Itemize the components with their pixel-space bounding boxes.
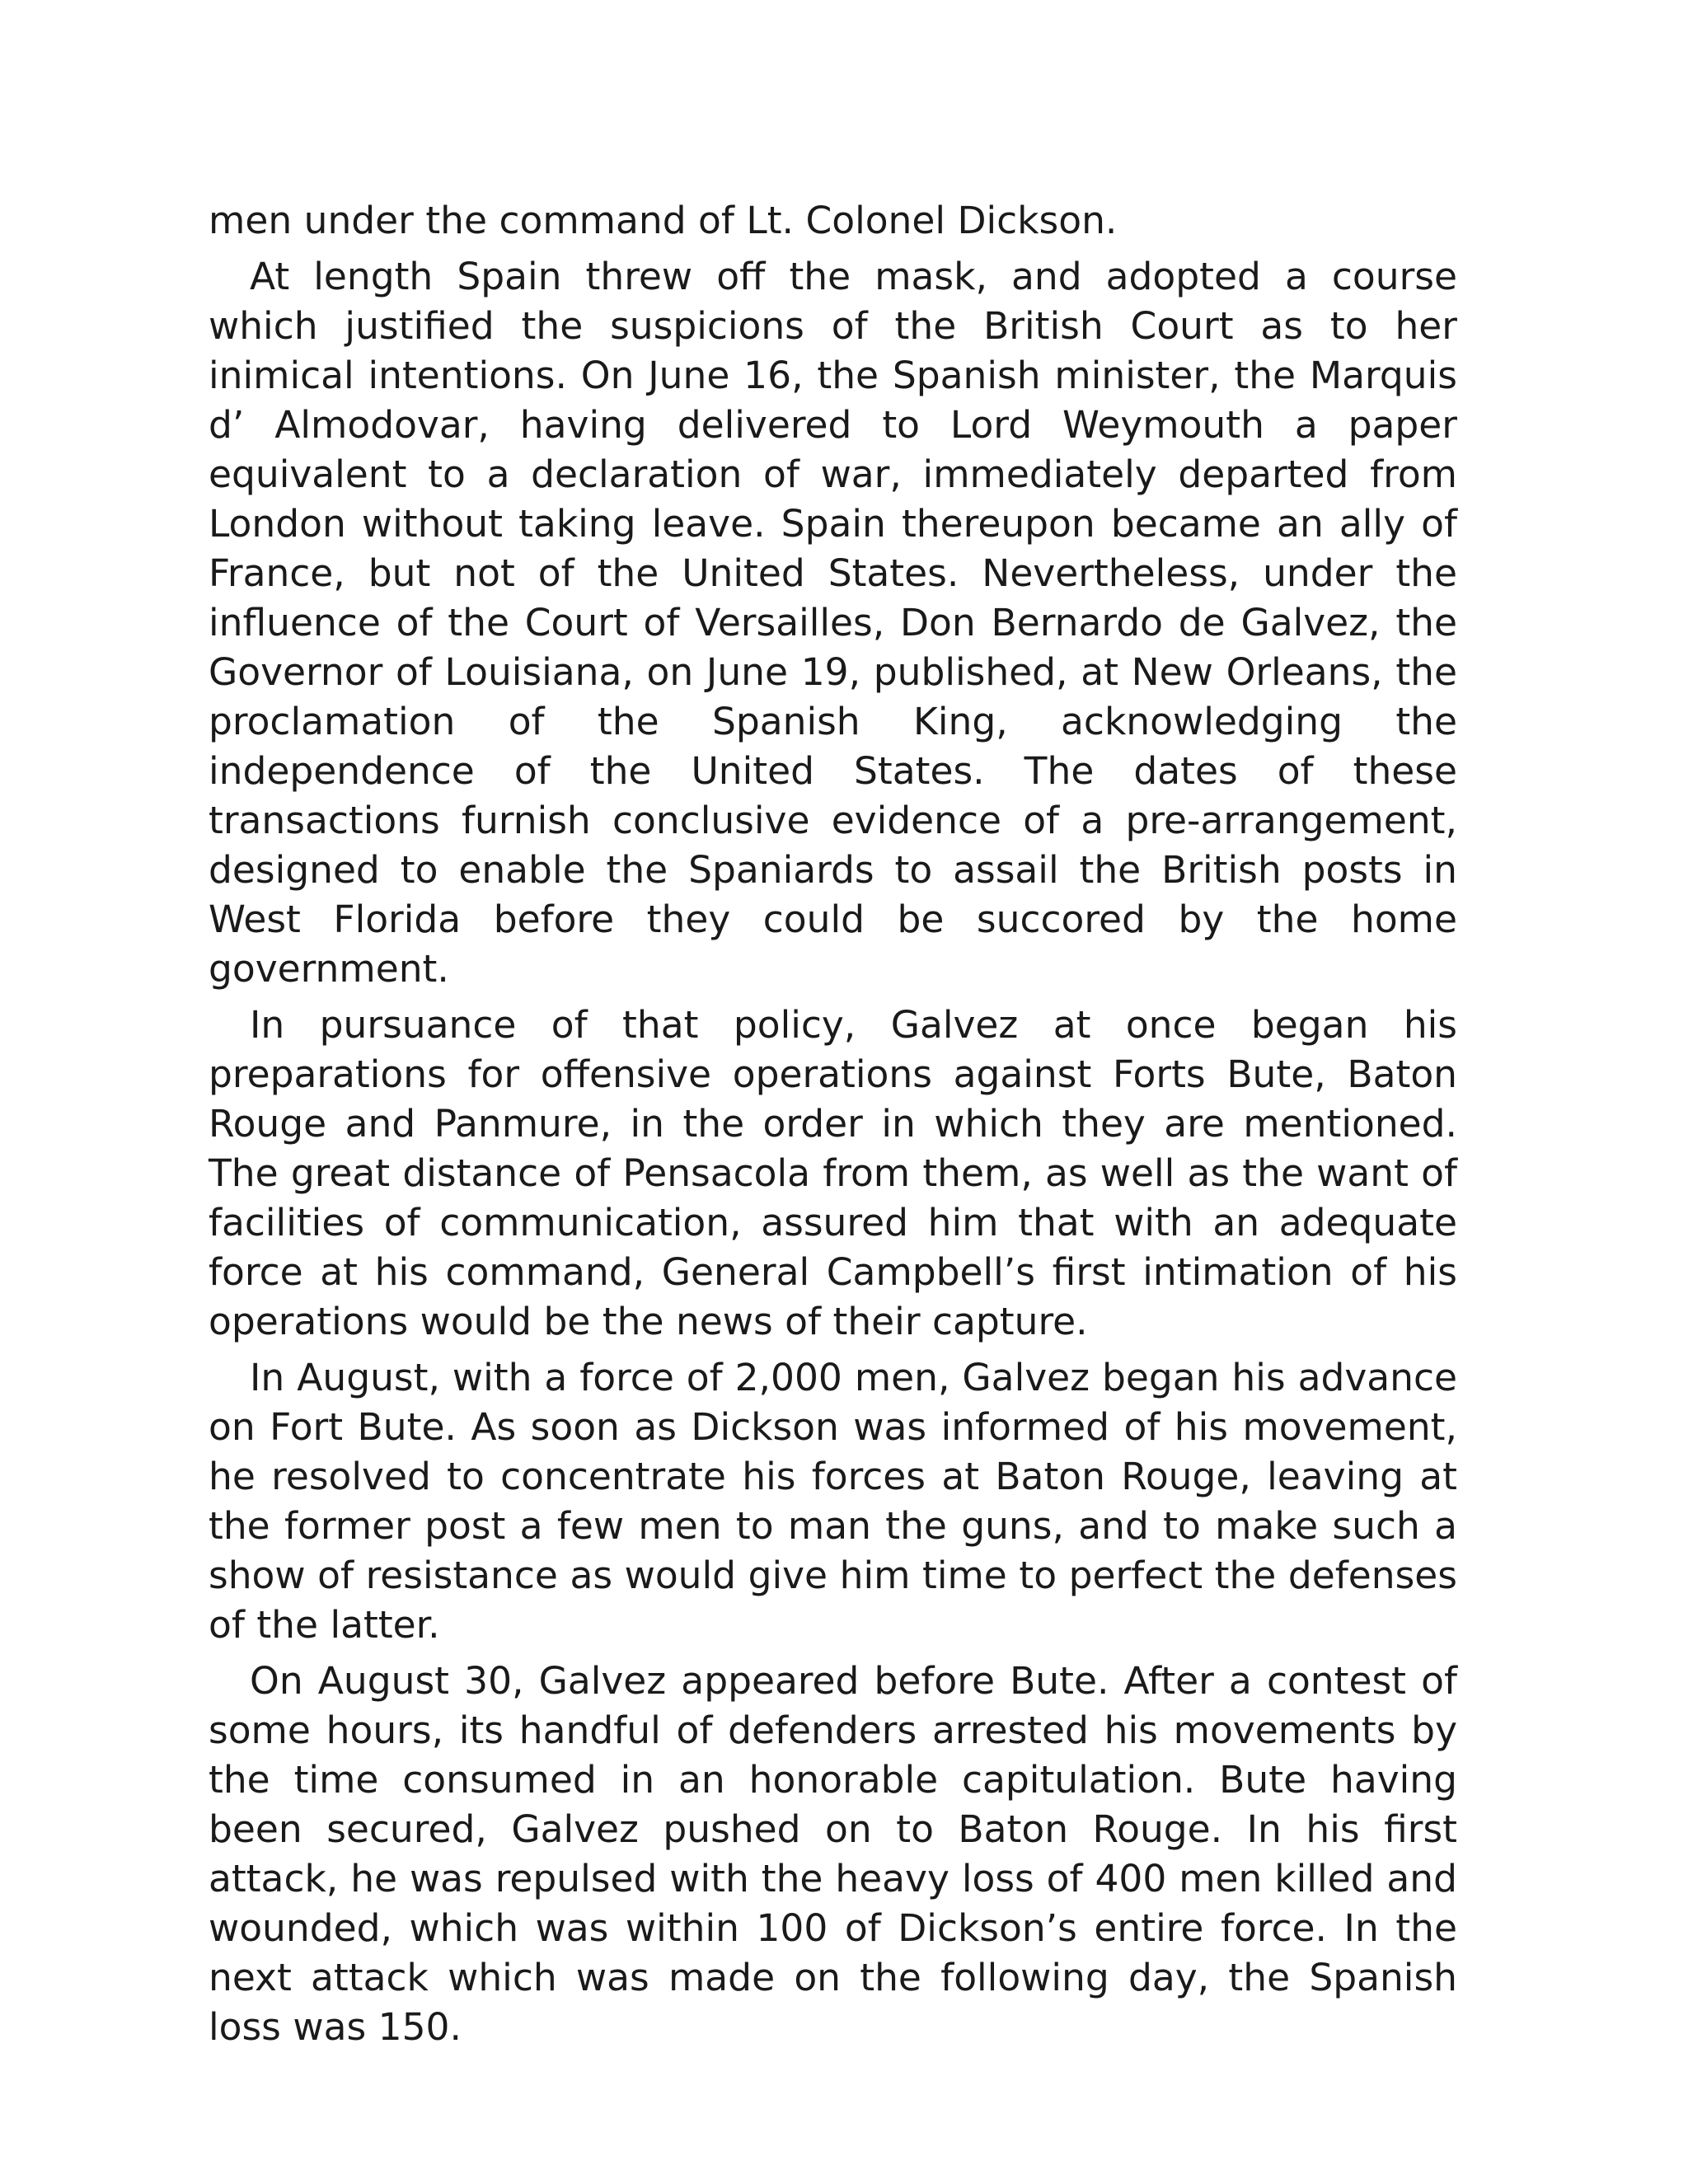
paragraph-spain-declaration: At length Spain threw off the mask, and adopted a course which justified the suspicions of the British Court as to her inimical intentions. On June 16, the Spanish minister, the Marquis d’ Almodovar, having delivered to Lord Weymouth a paper equivalent to a declaration of war, immediately departed from London without taking leave. Spain thereupon became an ally of France, but not of the United States. Nevertheless, under the influence of the Court of Versailles, Don Bernardo de Galvez, the Governor of Louisiana, on June 19, published, at New Orleans, the proclamation of the Spanish King, acknowledging the independence of the United States. The dates of these transactions furnish conclusive evidence of a pre-arrangement, designed to enable the Spaniards to assail the British posts in West Florida before they could be succored by the home government. [209,255,1457,991]
document-page [209,196,1457,2052]
paragraph-advance-fort-bute: In August, with a force of 2,000 men, Galvez began his advance on Fort Bute. As soon as Dickson was informed of his movement, he resolved to concentrate his forces at Baton Rouge, leaving at the former post a few men to man the guns, and to make such a show of resistance as would give him time to perfect the defenses of the latter. [209,1356,1457,1647]
continuation-line: men under the command of Lt. Colonel Dickson. [209,199,1118,242]
paragraph-bute-capitulation: On August 30, Galvez appeared before Bute. After a contest of some hours, its handful of defenders arrested his movements by the time consumed in an honorable capitulation. Bute having been secured, Galvez pushed on to Baton Rouge. In his first attack, he was repulsed with the heavy loss of 400 men killed and wounded, which was within 100 of Dickson’s entire force. In the next attack which was made on the following day, the Spanish loss was 150. [209,1659,1457,2049]
paragraph-galvez-preparations: In pursuance of that policy, Galvez at once began his preparations for offensive operations against Forts Bute, Baton Rouge and Panmure, in the order in which they are mentioned. The great distance of Pensacola from them, as well as the want of facilities of communication, assured him that with an adequate force at his command, General Campbell’s first intimation of his operations would be the news of their capture. [209,1003,1457,1343]
